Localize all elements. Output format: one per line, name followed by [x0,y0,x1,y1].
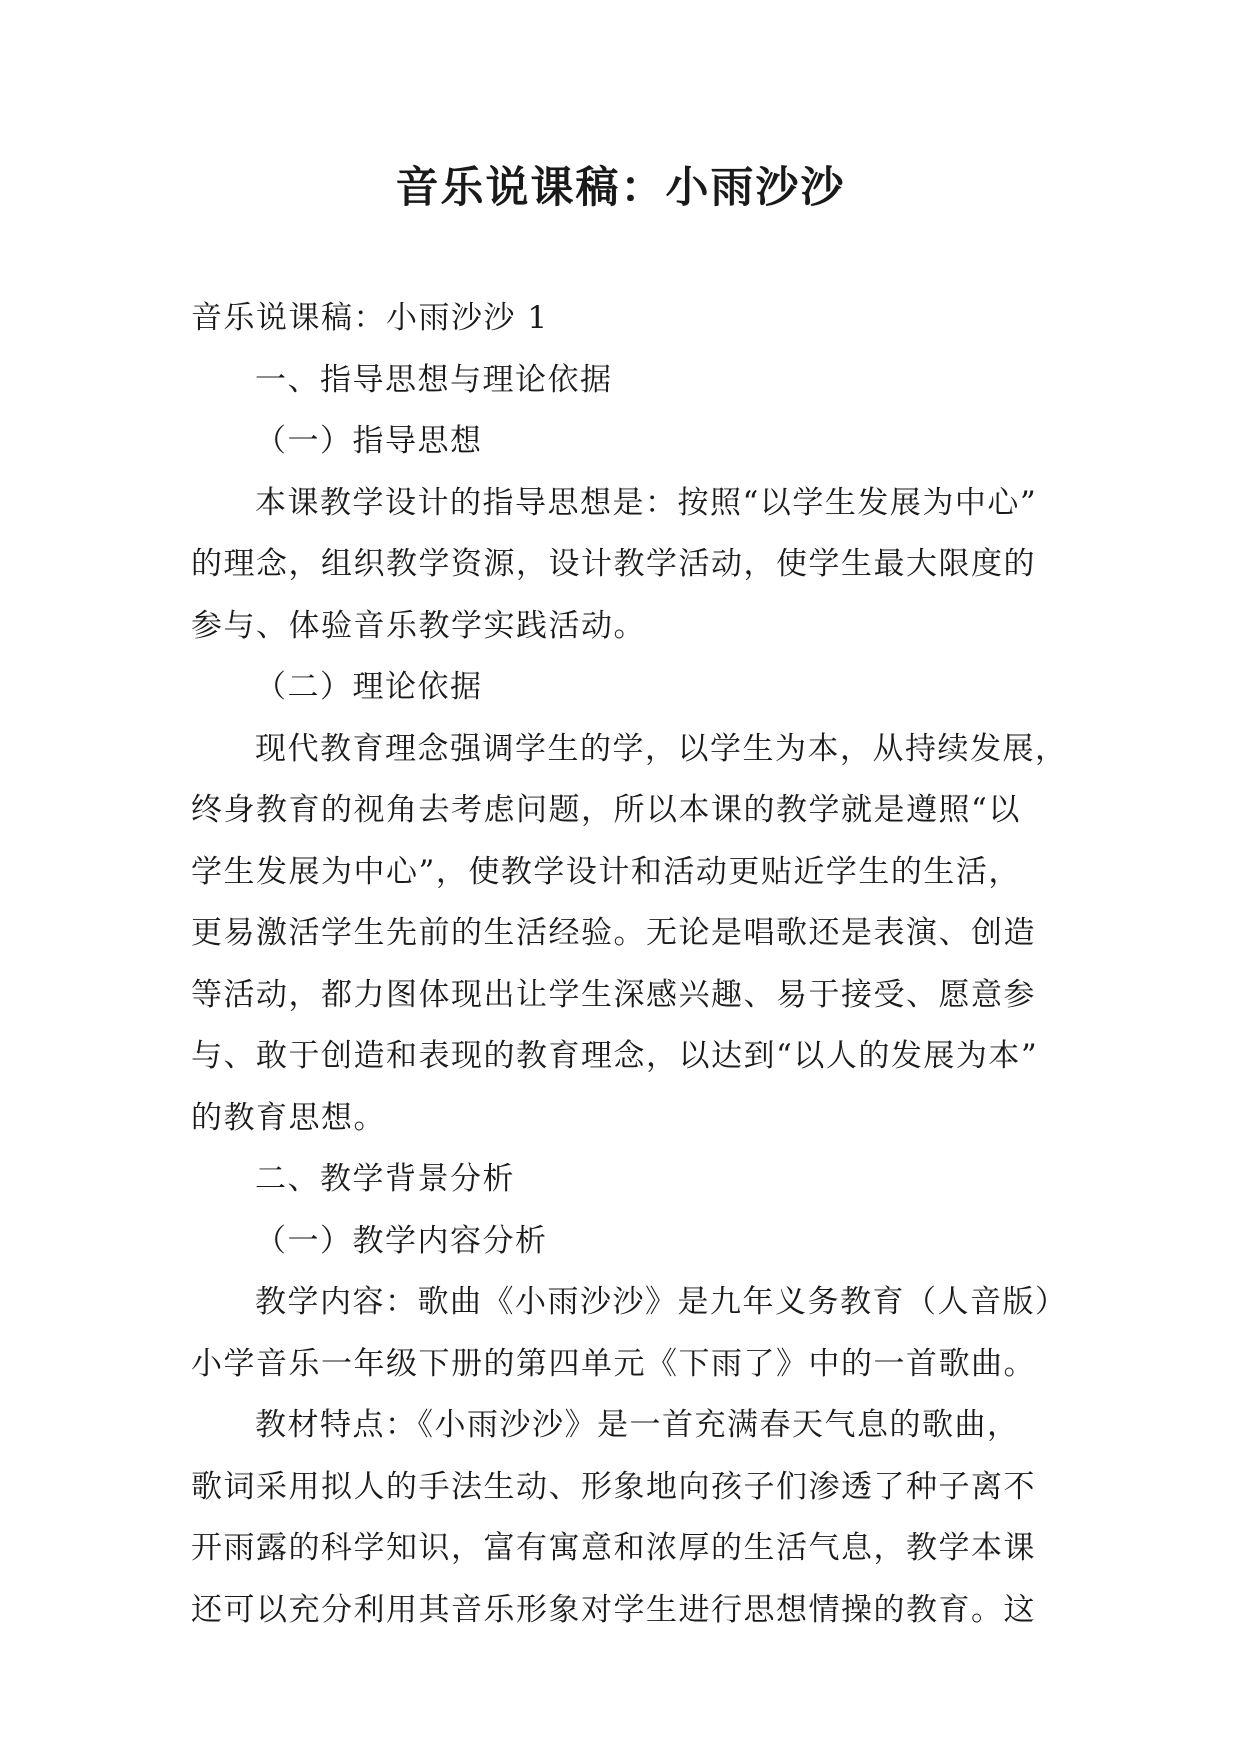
subsection-heading: （二）理论依据 [255,669,483,705]
body-line: 音乐说课稿：小雨沙沙 1 [191,300,549,336]
body-line: 小学音乐一年级下册的第四单元《下雨了》中的一首歌曲。 [191,1345,1036,1382]
body-line: 终身教育的视角去考虑问题，所以本课的教学就是遵照“以 [191,792,1021,828]
body-line: 还可以充分利用其音乐形象对学生进行思想情操的教育。这 [191,1591,1036,1628]
body-line: 开雨露的科学知识，富有寓意和浓厚的生活气息，教学本课 [191,1530,1036,1566]
subsection-heading: （一）教学内容分析 [255,1222,548,1259]
body-line: 学生发展为中心”，使教学设计和活动更贴近学生的生活， [191,853,1021,890]
body-line: 更易激活学生先前的生活经验。无论是唱歌还是表演、创造 [191,915,1036,951]
section-heading: 一、指导思想与理论依据 [255,361,613,398]
body-line: 现代教育理念强调学生的学，以学生为本，从持续发展， [255,730,1068,767]
subsection-heading: （一）指导思想 [255,423,483,459]
body-line: 等活动，都力图体现出让学生深感兴趣、易于接受、愿意参 [191,976,1036,1013]
body-line: 本课教学设计的指导思想是：按照“以学生发展为中心” [255,484,1038,521]
section-heading: 二、教学背景分析 [255,1161,515,1197]
document-body [191,288,1068,1641]
document-title: 音乐说课稿：小雨沙沙 [395,163,846,213]
body-line: 歌词采用拟人的手法生动、形象地向孩子们渗透了种子离不 [191,1468,1036,1505]
body-line: 参与、体验音乐教学实践活动。 [191,607,646,644]
body-line: 的理念，组织教学资源，设计教学活动，使学生最大限度的 [191,546,1036,582]
body-line: 教学内容：歌曲《小雨沙沙》是九年义务教育（人音版） [255,1284,1068,1320]
body-line: 教材特点：《小雨沙沙》是一首充满春天气息的歌曲， [255,1407,1020,1443]
body-line: 的教育思想。 [191,1099,386,1136]
body-line: 与、敢于创造和表现的教育理念，以达到“以人的发展为本” [191,1038,1039,1074]
